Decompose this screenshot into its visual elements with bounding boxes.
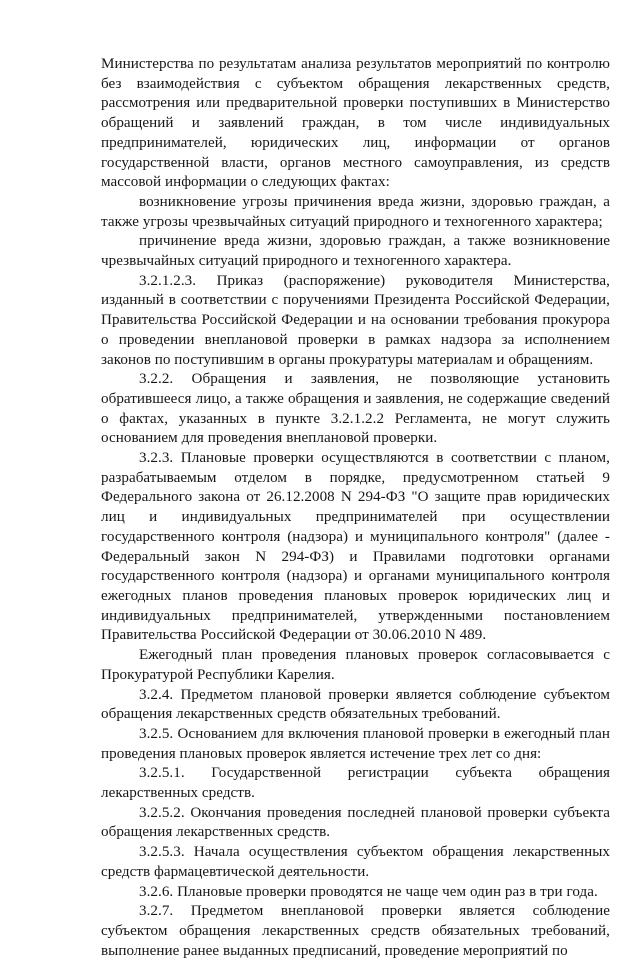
paragraph-3-2-2: 3.2.2. Обращения и заявления, не позволяющие установить обратившееся лицо, а также обращения и заявления, не содержащие сведений о фактах, указанных в пункте 3.2.1.2.2 Регламента, не могут служить основанием для проведения внеплановой проверки. bbox=[101, 371, 610, 447]
paragraph-3-2-5-2: 3.2.5.2. Окончания проведения последней плановой проверки субъекта обращения лекарственных средств. bbox=[101, 804, 610, 841]
paragraph-3-2-4: 3.2.4. Предметом плановой проверки является соблюдение субъектом обращения лекарственных средств обязательных требований. bbox=[101, 686, 610, 723]
paragraph-3-2-6: 3.2.6. Плановые проверки проводятся не чаще чем один раз в три года. bbox=[139, 883, 598, 900]
paragraph-3-2-1-2-3: 3.2.1.2.3. Приказ (распоряжение) руководителя Министерства, изданный в соответствии с поручениями Президента Российской Федерации, Правительства Российской Федерации и на основании требования прокурора о проведении внеплановой проверки в рамках надзора за исполнением законов по поступившим в органы прокуратуры материалам и обращениям. bbox=[101, 272, 610, 368]
paragraph-3-2-5-1: 3.2.5.1. Государственной регистрации субъекта обращения лекарственных средств. bbox=[101, 765, 610, 802]
paragraph-harm-list-item: причинение вреда жизни, здоровью граждан, а также возникновение чрезвычайных ситуаций природного и техногенного характера. bbox=[101, 233, 610, 270]
paragraph-annual-plan: Ежегодный план проведения плановых проверок согласовывается с Прокуратурой Республики Карелия. bbox=[101, 647, 610, 683]
paragraph-3-2-5-3: 3.2.5.3. Начала осуществления субъектом обращения лекарственных средств фармацевтической деятельности. bbox=[101, 844, 610, 880]
paragraph-3-2-7: 3.2.7. Предметом внеплановой проверки является соблюдение субъектом обращения лекарственных средств обязательных требований, выполнение ранее выданных предписаний, проведение мероприятий по bbox=[101, 903, 610, 959]
paragraph-threat-list-item: возникновение угрозы причинения вреда жизни, здоровью граждан, а также угрозы чрезвычайных ситуаций природного и техногенного характера; bbox=[101, 193, 610, 230]
paragraph-3-2-3: 3.2.3. Плановые проверки осуществляются в соответствии с планом, разрабатываемым отделом в порядке, предусмотренном статьей 9 Федерального закона от 26.12.2008 N 294-ФЗ "О защите прав юридических лиц и индивидуальных предпринимателей при осуществлении государственного контроля (надзора) и муниципального контроля" (далее - Федеральный закон N 294-ФЗ) и Правилами подготовки органами государственного контроля (надзора) и органами муниципального контроля ежегодных планов проведения плановых проверок юридических лиц и индивидуальных предпринимателей, утвержденными постановлением Правительства Российской Федерации от 30.06.2010 N 489. bbox=[101, 450, 610, 644]
paragraph-continuation: Министерства по результатам анализа результатов мероприятий по контролю без взаимодействия с субъектом обращения лекарственных средств, рассмотрения или предварительной проверки поступивших в Министерство обращений и заявлений граждан, в том числе индивидуальных предпринимателей, юридических лиц, информации от органов государственной власти, органов местного самоуправления, из средств массовой информации о следующих фактах: bbox=[101, 56, 610, 191]
paragraph-3-2-5: 3.2.5. Основанием для включения плановой проверки в ежегодный план проведения плановых проверок является истечение трех лет со дня: bbox=[101, 725, 610, 762]
